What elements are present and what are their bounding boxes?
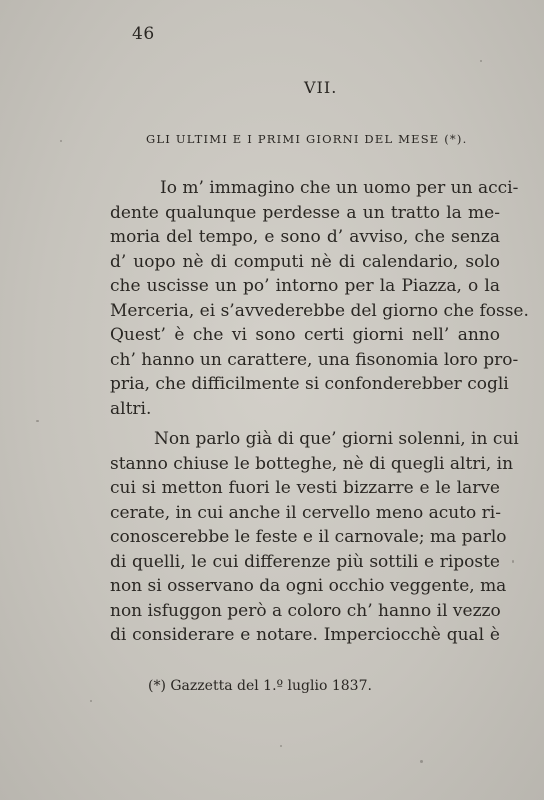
paper-speck: [480, 60, 482, 62]
text-line: cui si metton fuori le vesti bizzarre e le larve: [110, 478, 500, 498]
text-line: Merceria, ei s’avvederebbe del giorno che fosse.: [110, 300, 529, 321]
text-line: di considerare e notare. Imperciocchè qual è: [110, 625, 500, 645]
chapter-number: VII.: [304, 78, 338, 97]
text-line: stanno chiuse le botteghe, nè di quegli altri, in: [110, 453, 514, 474]
text-line: altri.: [110, 398, 152, 419]
paragraph-2: [110, 427, 519, 648]
text-line: non si osservano da ogni occhio veggente, ma: [110, 576, 507, 596]
paper-speck: [280, 745, 282, 747]
page-number: 46: [132, 24, 155, 44]
text-line: Non parlo già di que’ giorni solenni, in cui: [154, 429, 519, 449]
text-line: pria, che difficilmente si confonderebber cogli: [110, 374, 509, 394]
text-line: dente qualunque perdesse a un tratto la me-: [110, 202, 500, 223]
text-line: moria del tempo, e sono d’ avviso, che senza: [110, 227, 500, 247]
text-line: che uscisse un po’ intorno per la Piazza, o la: [110, 276, 500, 296]
paper-speck: [60, 140, 62, 142]
text-line: Io m’ immagino che un uomo per un acci-: [160, 178, 519, 198]
paper-speck: [90, 700, 92, 702]
footnote: (*) Gazzetta del 1.º luglio 1837.: [148, 678, 372, 694]
chapter-title: GLI ULTIMI E I PRIMI GIORNI DEL MESE (*).: [146, 132, 468, 146]
text-line: d’ uopo nè di computi nè di calendario, solo: [110, 251, 500, 272]
text-line: cerate, in cui anche il cervello meno acuto ri-: [110, 502, 501, 523]
text-line: conoscerebbe le feste e il carnovale; ma parlo: [110, 527, 507, 547]
text-line: Quest’ è che vi sono certi giorni nell’ anno: [110, 325, 500, 345]
paragraph-1: [110, 176, 529, 421]
paper-speck: [36, 420, 39, 422]
text-line: non isfuggon però a coloro ch’ hanno il vezzo: [110, 600, 501, 621]
paper-speck: [512, 560, 514, 563]
paper-speck: [420, 760, 423, 763]
body-text: [110, 176, 529, 654]
text-line: di quelli, le cui differenze più sottili e riposte: [110, 551, 500, 572]
text-line: ch’ hanno un carattere, una fisonomia loro pro-: [110, 349, 519, 370]
